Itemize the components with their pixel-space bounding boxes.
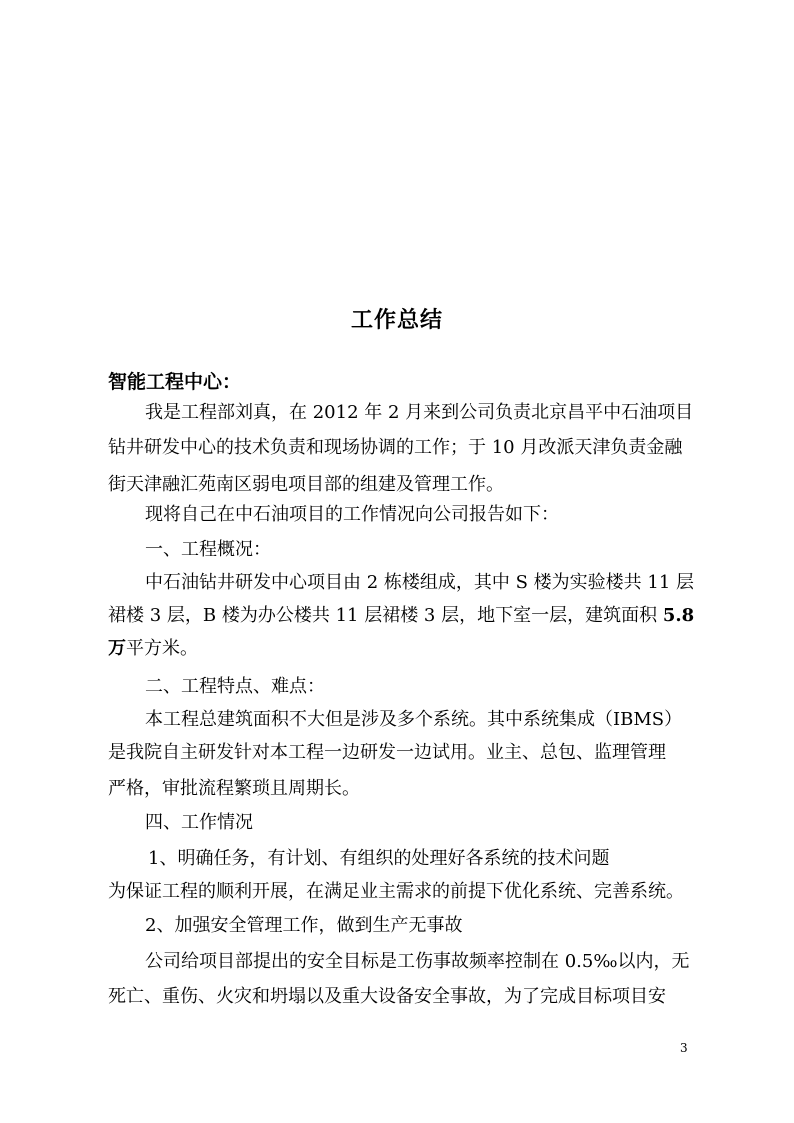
features-line-2: 是我院自主研发针对本工程一边研发一边试用。业主、总包、监理管理 — [108, 742, 666, 763]
section-heading-features: 二、工程特点、难点： — [145, 676, 325, 697]
page-number: 3 — [680, 1041, 688, 1055]
section-heading-overview: 一、工程概况： — [145, 539, 271, 560]
features-line-1: 本工程总建筑面积不大但是涉及多个系统。其中系统集成（IBMS） — [145, 709, 683, 730]
area-unit: 万 — [108, 638, 126, 659]
work-item-1-heading: 1、明确任务，有计划、有组织的处理好各系统的技术问题 — [148, 848, 610, 869]
safety-line-1: 公司给项目部提出的安全目标是工伤事故频率控制在 0.5‰以内，无 — [145, 951, 690, 972]
area-value: 5.8 — [662, 605, 695, 626]
work-item-1-line: 为保证工程的顺利开展，在满足业主需求的前提下优化系统、完善系统。 — [108, 881, 684, 902]
area-suffix: 平方米。 — [126, 638, 198, 659]
overview-line-2-text: 裙楼 3 层，B 楼为办公楼共 11 层裙楼 3 层，地下室一层，建筑面积 — [108, 605, 663, 626]
paragraph-line-3: 街天津融汇苑南区弱电项目部的组建及管理工作。 — [108, 474, 504, 495]
features-line-3: 严格，审批流程繁琐且周期长。 — [108, 778, 360, 799]
safety-line-2: 死亡、重伤、火灾和坍塌以及重大设备安全事故，为了完成目标项目安 — [108, 986, 666, 1007]
document-title: 工作总结 — [350, 307, 443, 333]
overview-line-1: 中石油钻井研发中心项目由 2 栋楼组成，其中 S 楼为实验楼共 11 层 — [145, 572, 695, 593]
overview-line-2 — [108, 601, 694, 631]
intro-report-line: 现将自己在中石油项目的工作情况向公司报告如下： — [145, 504, 559, 525]
addressee-heading: 智能工程中心： — [108, 371, 242, 393]
paragraph-line-2: 钻井研发中心的技术负责和现场协调的工作；于 10 月改派天津负责金融 — [108, 437, 683, 458]
overview-line-3 — [108, 634, 198, 664]
paragraph-line-1: 我是工程部刘真，在 2012 年 2 月来到公司负责北京昌平中石油项目 — [145, 402, 694, 423]
work-item-2-heading: 2、加强安全管理工作，做到生产无事故 — [145, 915, 463, 936]
section-heading-work: 四、工作情况 — [145, 812, 253, 833]
